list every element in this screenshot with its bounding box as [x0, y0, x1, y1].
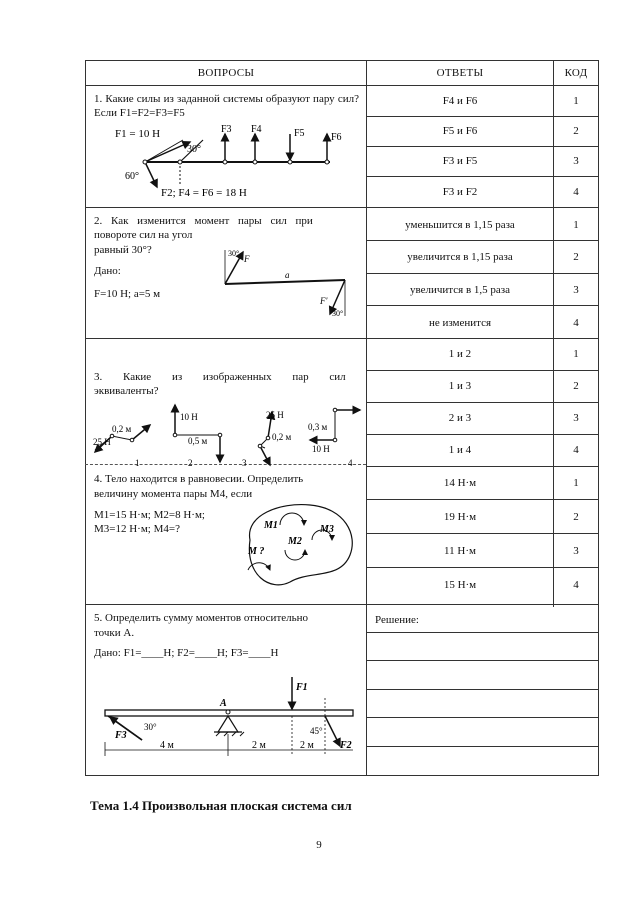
q1-f6-label: F6 — [331, 132, 342, 143]
q5-d2: 2 м — [252, 740, 266, 751]
section-title: Тема 1.4 Произвольная плоская система сил — [90, 798, 352, 813]
q3-n1: 1 — [135, 458, 140, 468]
q5-d3: 2 м — [300, 740, 314, 751]
q2-answer-4[interactable]: не изменится — [428, 317, 492, 329]
q4-m1: M1 — [264, 520, 278, 531]
q1-f2f6-label: F2; F4 = F6 = 18 H — [161, 187, 247, 199]
q3-pairs-diagram — [90, 400, 365, 470]
q3-l3f: 25 Н — [266, 410, 284, 420]
q2-answer-2[interactable]: увеличится в 1,15 раза — [407, 251, 513, 263]
q4-code-4: 4 — [573, 579, 579, 591]
q3-text: 3. Какие из изображенных пар сил эквиваленты? — [94, 371, 346, 397]
q4-answer-1[interactable]: 14 Н·м — [443, 477, 477, 489]
header-answers: ОТВЕТЫ — [436, 67, 484, 79]
q1-answer-2[interactable]: F5 и F6 — [442, 125, 478, 137]
q4-body-diagram — [240, 500, 360, 595]
q3-l4f: 10 Н — [312, 444, 330, 454]
q4-m3: M3 — [320, 524, 334, 535]
q2-code-3: 3 — [573, 284, 579, 296]
q4-line4: M3=12 Н·м; M4=? — [94, 523, 180, 535]
q2-ang-top: 30° — [228, 249, 240, 258]
q3-n3: 3 — [242, 458, 247, 468]
q4-code-1: 1 — [573, 477, 579, 489]
q5-solution-label: Решение: — [375, 614, 419, 626]
q2-line3: равный 30°? — [94, 244, 152, 256]
header-code: КОД — [564, 67, 588, 79]
q1-f5-label: F5 — [294, 128, 305, 139]
q3-l2f: 10 Н — [180, 412, 198, 422]
q3-l1f: 25 Н — [93, 437, 111, 447]
q5-f3: F3 — [115, 730, 127, 741]
q5-d1: 4 м — [160, 740, 174, 751]
q3-l4: 0,3 м — [308, 422, 328, 432]
q4-line2: величину момента пары M4, если — [94, 488, 253, 500]
q5-given: Дано: F1=____Н; F2=____Н; F3=____Н — [94, 647, 279, 659]
q4-answer-3[interactable]: 11 Н·м — [444, 545, 476, 557]
q3-answer-2[interactable]: 1 и 3 — [448, 380, 472, 392]
q5-line2: точки A. — [94, 627, 135, 639]
q1-code-3: 3 — [573, 155, 579, 167]
q5-f1: F1 — [296, 682, 308, 693]
q5-a: A — [220, 698, 227, 709]
q2-code-2: 2 — [573, 251, 579, 263]
q3-code-1: 1 — [573, 348, 579, 360]
q1-ang60-label: 60° — [125, 171, 139, 182]
q2-pair-diagram — [210, 244, 360, 324]
q1-ang30-label: 30° — [187, 144, 201, 155]
q1-answer-3[interactable]: F3 и F5 — [442, 155, 478, 167]
q1-f1-label: F1 = 10 H — [115, 128, 161, 140]
q3-code-4: 4 — [573, 444, 579, 456]
q4-answer-2[interactable]: 19 Н·м — [443, 511, 477, 523]
q1-code-4: 4 — [573, 186, 579, 198]
q4-code-3: 3 — [573, 545, 579, 557]
q4-code-2: 2 — [573, 511, 579, 523]
page-number: 9 — [316, 839, 322, 851]
q3-code-3: 3 — [573, 412, 579, 424]
q2-line1: 2. Как изменится момент пары сил при — [94, 215, 313, 227]
q3-code-2: 2 — [573, 380, 579, 392]
q2-given-label: Дано: — [94, 265, 121, 277]
q2-f-top: F — [244, 254, 250, 264]
q3-l3: 0,2 м — [272, 432, 292, 442]
q1-f4-label: F4 — [251, 124, 262, 135]
q4-m2: M2 — [288, 536, 302, 547]
q3-answer-4[interactable]: 1 и 4 — [448, 444, 472, 456]
q2-line2: повороте сил на угол — [94, 229, 193, 241]
q1-code-1: 1 — [573, 95, 579, 107]
q2-answer-3[interactable]: увеличится в 1,5 раза — [410, 284, 510, 296]
q3-answer-3[interactable]: 2 и 3 — [448, 412, 472, 424]
q5-f2: F2 — [340, 740, 352, 751]
header-questions: ВОПРОСЫ — [197, 67, 255, 79]
q3-n2: 2 — [188, 458, 193, 468]
q1-force-diagram — [105, 122, 345, 202]
q5-ang30: 30° — [144, 722, 157, 732]
q2-answer-1[interactable]: уменьшится в 1,15 раза — [405, 219, 515, 231]
q2-code-1: 1 — [573, 219, 579, 231]
q1-answer-4[interactable]: F3 и F2 — [442, 186, 478, 198]
q1-answer-1[interactable]: F4 и F6 — [442, 95, 478, 107]
q3-answer-1[interactable]: 1 и 2 — [448, 348, 472, 360]
q4-line3: M1=15 Н·м; M2=8 Н·м; — [94, 509, 205, 521]
q3-n4: 4 — [348, 458, 353, 468]
q1-text: 1. Какие силы из заданной системы образуют пару сил? Если F1=F2=F3=F5 — [94, 93, 359, 119]
q4-answer-4[interactable]: 15 Н·м — [443, 579, 477, 591]
q2-given: F=10 Н; a=5 м — [94, 288, 161, 300]
q3-l1: 0,2 м — [112, 424, 132, 434]
q4-m4: M ? — [248, 546, 265, 557]
q3-l2: 0,5 м — [188, 436, 208, 446]
q2-ang-bot: 30° — [332, 309, 344, 318]
q2-f-bot: F' — [320, 296, 328, 306]
q2-code-4: 4 — [573, 317, 579, 329]
q2-a: a — [285, 270, 290, 280]
q5-ang45: 45° — [310, 726, 323, 736]
q5-line1: 5. Определить сумму моментов относительно — [94, 612, 309, 624]
q1-f3-label: F3 — [221, 124, 232, 135]
q1-code-2: 2 — [573, 125, 579, 137]
q4-line1: 4. Тело находится в равновесии. Определить — [94, 473, 304, 485]
q5-beam-diagram — [100, 672, 360, 772]
